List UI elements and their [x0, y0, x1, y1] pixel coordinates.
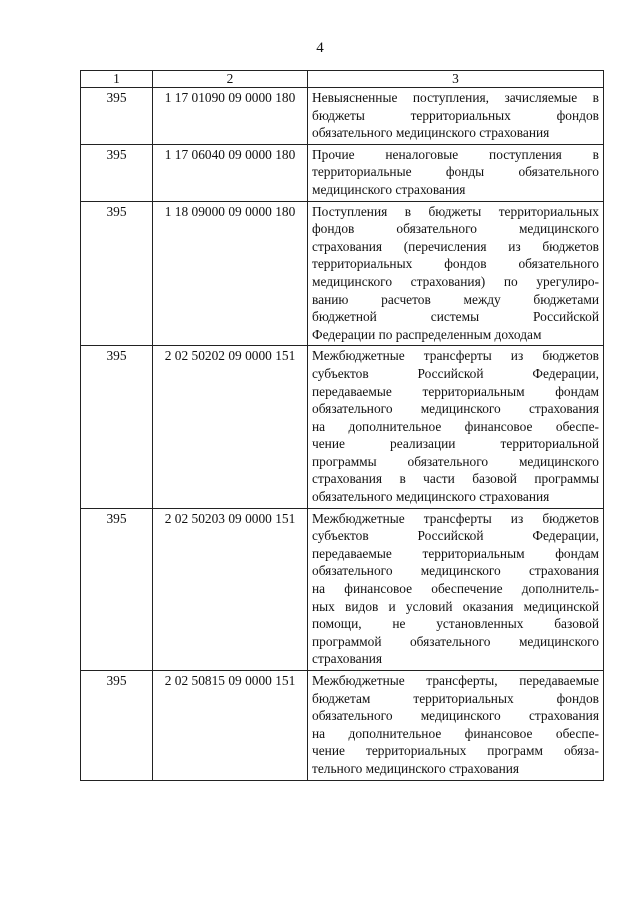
table-row — [81, 201, 604, 346]
description-line: ных видов и условий оказания медицинской — [312, 598, 599, 614]
description-line: тельного медицинского страхования — [312, 760, 520, 776]
description-line: обязательного медицинского страхования — [312, 401, 599, 417]
description-line: программой обязательного медицинского — [312, 633, 599, 649]
description-line: Невыясненные поступления, зачисляемые в — [312, 90, 599, 105]
description-line: ванию расчетов между бюджетами — [312, 291, 599, 307]
description-line: Межбюджетные трансферты, передаваемые — [312, 673, 599, 688]
description-line: фондов обязательного медицинского — [312, 221, 599, 237]
column-header-1: 1 — [81, 71, 153, 88]
budget-classification-code-cell: 2 02 50815 09 0000 151 — [153, 671, 308, 781]
description-line: чение реализации территориальной — [312, 436, 599, 452]
table-header-row — [81, 71, 604, 88]
description-line: программы обязательного медицинского — [312, 453, 599, 469]
income-description-cell — [308, 88, 604, 145]
budget-classification-code-cell: 1 17 01090 09 0000 180 — [153, 88, 308, 145]
administrator-code-cell: 395 — [81, 346, 153, 508]
column-header-3: 3 — [308, 71, 604, 88]
administrator-code-cell: 395 — [81, 144, 153, 201]
description-line: страхования (перечисления из бюджетов — [312, 238, 599, 254]
description-line: чение территориальных программ обяза- — [312, 743, 599, 759]
description-line: бюджетам территориальных фондов — [312, 690, 599, 706]
administrator-code-cell: 395 — [81, 201, 153, 346]
income-description-cell — [308, 671, 604, 781]
table-row — [81, 144, 604, 201]
budget-classification-code-cell: 1 17 06040 09 0000 180 — [153, 144, 308, 201]
description-line: Поступления в бюджеты территориальных — [312, 203, 599, 219]
description-line: страхования в части базовой программы — [312, 471, 599, 487]
description-line: Межбюджетные трансферты из бюджетов — [312, 510, 599, 526]
administrator-code-cell: 395 — [81, 88, 153, 145]
budget-codes-table — [80, 70, 604, 781]
description-line: обязательного медицинского страхования — [312, 708, 599, 724]
page-number: 4 — [316, 40, 324, 56]
description-line: на дополнительное финансовое обеспе- — [312, 725, 599, 741]
budget-classification-code-cell: 2 02 50203 09 0000 151 — [153, 508, 308, 670]
description-line: обязательного медицинского страхования — [312, 489, 550, 505]
income-description-cell — [308, 201, 604, 346]
description-line: обязательного медицинского страхования — [312, 563, 599, 579]
description-line: территориальных фондов обязательного — [312, 256, 599, 272]
description-line: бюджетной системы Российской — [312, 309, 599, 325]
description-line: бюджеты территориальных фондов — [312, 107, 599, 123]
income-description-cell — [308, 144, 604, 201]
description-line: на дополнительное финансовое обеспе- — [312, 418, 599, 434]
description-line: обязательного медицинского страхования — [312, 125, 550, 141]
description-line: передаваемые территориальным фондам — [312, 383, 599, 399]
column-header-2: 2 — [153, 71, 308, 88]
description-line: медицинского страхования — [312, 181, 466, 197]
description-line: на финансовое обеспечение дополнитель- — [312, 581, 599, 597]
description-line: помощи, не установленных базовой — [312, 616, 599, 632]
description-line: субъектов Российской Федерации, — [312, 365, 599, 381]
description-line: субъектов Российской Федерации, — [312, 528, 599, 544]
description-line: Межбюджетные трансферты из бюджетов — [312, 348, 599, 364]
administrator-code-cell: 395 — [81, 671, 153, 781]
table-row — [81, 88, 604, 145]
budget-classification-code-cell: 2 02 50202 09 0000 151 — [153, 346, 308, 508]
description-line: страхования — [312, 651, 383, 667]
description-line: Федерации по распределенным доходам — [312, 326, 542, 342]
income-description-cell — [308, 508, 604, 670]
description-line: передаваемые территориальным фондам — [312, 545, 599, 561]
budget-classification-code-cell: 1 18 09000 09 0000 180 — [153, 201, 308, 346]
description-line: медицинского страхования) по урегулиро- — [312, 273, 599, 289]
table-row — [81, 346, 604, 508]
income-description-cell — [308, 346, 604, 508]
description-line: территориальные фонды обязательного — [312, 164, 599, 180]
table-row — [81, 508, 604, 670]
table-row — [81, 671, 604, 781]
administrator-code-cell: 395 — [81, 508, 153, 670]
description-line: Прочие неналоговые поступления в — [312, 146, 599, 162]
